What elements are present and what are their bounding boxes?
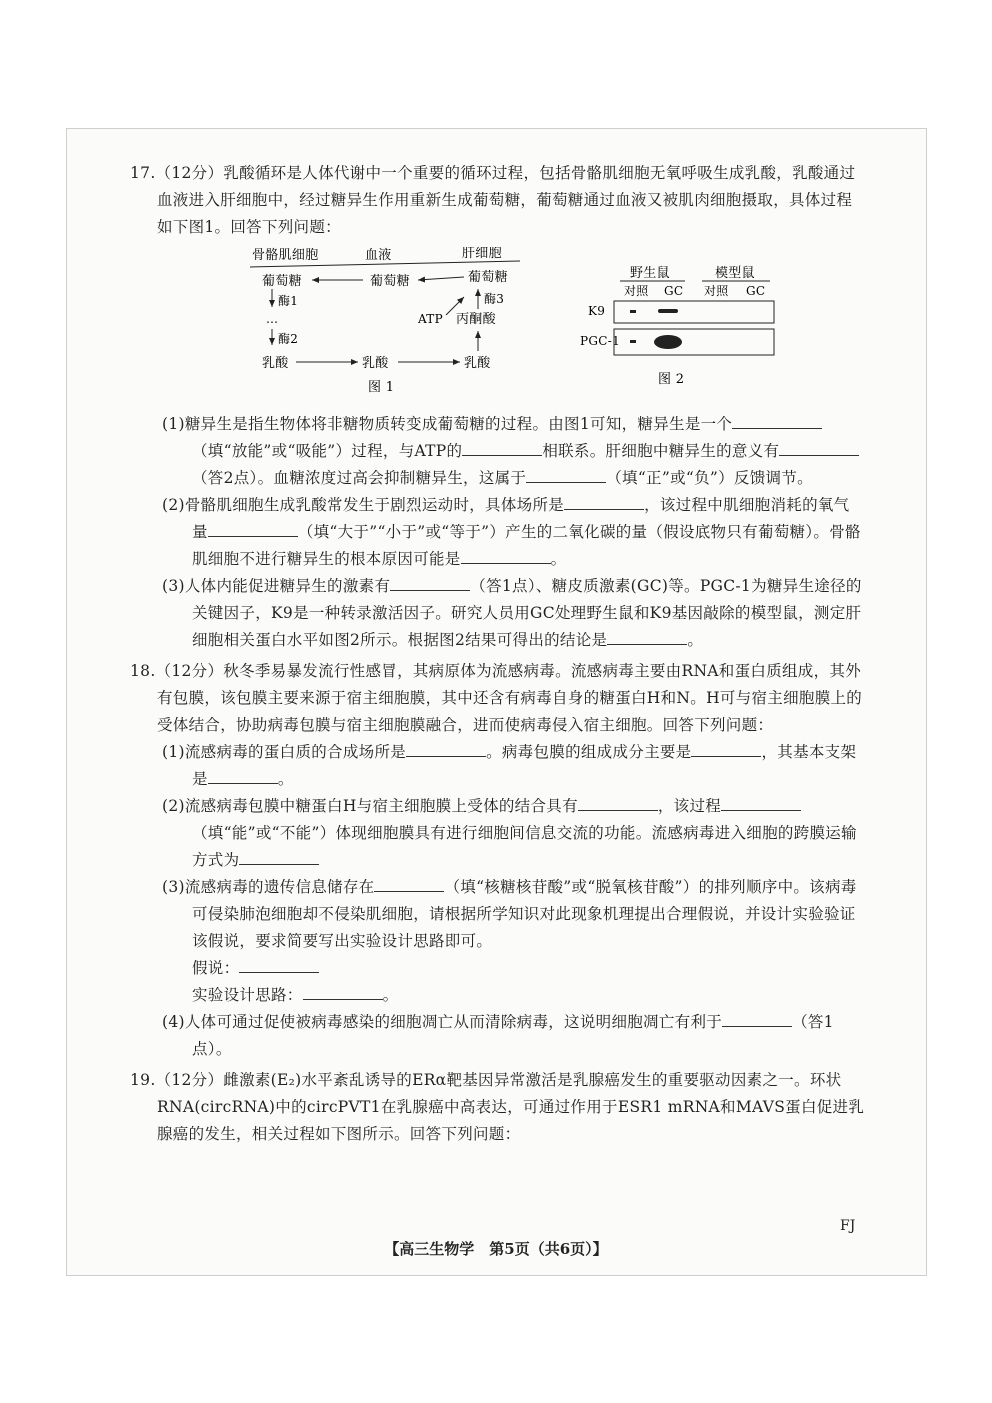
q17-p2c: （填“大于”“小于”或“等于”）产生的二氧化碳的量（假设底物只有葡萄糖）。骨骼肌细胞不进行糖异生的根本原因可能是 bbox=[192, 523, 861, 568]
q18-blank-hyp[interactable] bbox=[239, 956, 319, 973]
q18-hyp-label: 假说： bbox=[192, 959, 240, 977]
q17-p2d: 。 bbox=[550, 550, 567, 568]
q17-stem: 17.（12分）乳酸循环是人体代谢中一个重要的循环过程，包括骨骼肌细胞无氧呼吸生成乳酸，乳酸通过血液进入肝细胞中，经过糖异生作用重新生成葡萄糖，葡萄糖通过血液又被肌肉细胞摄取，具体过程如下图1。回答下列问题： bbox=[130, 164, 856, 236]
figure-1 bbox=[250, 247, 550, 397]
lactate-cycle-diagram bbox=[250, 247, 550, 397]
q17-figures bbox=[130, 247, 865, 407]
fig1-col-blood: 血液 bbox=[365, 248, 392, 263]
q18-part4 bbox=[162, 1009, 865, 1063]
fig2-ctrl-wild: 对照 bbox=[624, 284, 649, 298]
page-footer: 【高三生物学 第5页（共6页）】 bbox=[384, 1240, 608, 1258]
q18-p1c: ，其基本支架是 bbox=[192, 743, 857, 788]
q18-design bbox=[130, 982, 865, 1009]
q18-part3 bbox=[162, 874, 865, 955]
fig1-glucose-blood: 葡萄糖 bbox=[370, 274, 410, 289]
fig2-row-k9: K9 bbox=[588, 304, 606, 318]
q17-p3b: （答1点）、糖皮质激素(GC)等。PGC-1为糖异生途径的关键因子，K9是一种转录激活因子。研究人员用GC处理野生鼠和K9基因敲除的模型鼠，测定肝细胞相关蛋白水平如图2所示。根据图2结果可得出的结论是 bbox=[192, 577, 862, 649]
q17-blank-6[interactable] bbox=[208, 520, 298, 537]
q18-p4b: （答1点）。 bbox=[192, 1013, 834, 1058]
figure-2 bbox=[580, 265, 780, 395]
q18-p4a: (4)人体可通过促使被病毒感染的细胞凋亡从而清除病毒，这说明细胞凋亡有利于 bbox=[162, 1013, 723, 1031]
fig2-caption: 图 2 bbox=[658, 372, 685, 387]
q17-p3a: (3)人体内能促进糖异生的激素有 bbox=[162, 577, 391, 595]
q17-p2a: (2)骨骼肌细胞生成乳酸常发生于剧烈运动时，具体场所是 bbox=[162, 496, 565, 514]
q17-part2 bbox=[162, 492, 865, 573]
fig2-ctrl-model: 对照 bbox=[704, 284, 729, 298]
fig2-lane-pgc1 bbox=[614, 329, 774, 355]
q17-blank-5[interactable] bbox=[564, 493, 644, 510]
q17-p1d: （答2点）。血糖浓度过高会抑制糖异生，这属于 bbox=[192, 469, 527, 487]
q18-blank-5[interactable] bbox=[721, 794, 801, 811]
q18-blank-6[interactable] bbox=[239, 848, 319, 865]
fig2-lane-k9 bbox=[614, 301, 774, 323]
fig2-band-pgc1-gc bbox=[654, 335, 682, 349]
fig1-arrow-liver-to-blood bbox=[418, 277, 464, 280]
q18-blank-2[interactable] bbox=[691, 740, 761, 757]
q17-blank-4[interactable] bbox=[526, 466, 606, 483]
q17-p1a: (1)糖异生是指生物体将非糖物质转变成葡萄糖的过程。由图1可知，糖异生是一个 bbox=[162, 415, 733, 433]
q18-p1b: 。病毒包膜的组成成分主要是 bbox=[486, 743, 692, 761]
q18-blank-3[interactable] bbox=[208, 767, 278, 784]
q18-hypothesis bbox=[130, 955, 865, 982]
fig2-band-k9-gc bbox=[658, 309, 678, 313]
q18-design-label: 实验设计思路： bbox=[192, 986, 303, 1004]
q17-blank-8[interactable] bbox=[390, 574, 470, 591]
q17-part1 bbox=[162, 411, 865, 492]
q17-p2b: ，该过程中肌细胞消耗的氧气量 bbox=[192, 496, 850, 541]
q17-blank-7[interactable] bbox=[461, 547, 551, 564]
fig1-lactate-muscle: 乳酸 bbox=[262, 356, 289, 371]
q18-design-end: 。 bbox=[382, 986, 399, 1004]
fig2-band-k9-ctrl bbox=[630, 310, 636, 313]
western-blot bbox=[580, 265, 780, 395]
fig1-lactate-liver: 乳酸 bbox=[464, 356, 491, 371]
q18-blank-4[interactable] bbox=[578, 794, 658, 811]
fig2-group-wild: 野生鼠 bbox=[630, 266, 670, 281]
q18-p3a: (3)流感病毒的遗传信息储存在 bbox=[162, 878, 375, 896]
q18-p1d: 。 bbox=[277, 770, 294, 788]
q18-p2a: (2)流感病毒包膜中糖蛋白H与宿主细胞膜上受体的结合具有 bbox=[162, 797, 578, 815]
q18-blank-design[interactable] bbox=[303, 983, 383, 1000]
page-content bbox=[130, 160, 865, 1148]
q18-part1 bbox=[162, 739, 865, 793]
q18-blank-1[interactable] bbox=[406, 740, 486, 757]
q19-stem: 19.（12分）雌激素(E₂)水平紊乱诱导的ERα靶基因异常激活是乳腺癌发生的重要驱动因素之一。环状RNA(circRNA)中的circPVT1在乳腺癌中高表达，可通过作用于ESR1 mRNA和MAVS蛋白促进乳腺癌的发生，相关过程如下图所示。回答下列问题： bbox=[130, 1071, 865, 1143]
q18-p3b: （填“核糖核苷酸”或“脱氧核苷酸”）的排列顺序中。该病毒可侵染肺泡细胞却不侵染肌细胞，请根据所学知识对此现象机理提出合理假说，并设计实验验证该假说，要求简要写出实验设计思路即可。 bbox=[192, 878, 857, 950]
fig1-col-liver: 肝细胞 bbox=[462, 247, 502, 261]
fig1-glucose-muscle: 葡萄糖 bbox=[262, 274, 302, 289]
q18-blank-8[interactable] bbox=[722, 1010, 792, 1027]
fig1-col-muscle: 骨骼肌细胞 bbox=[252, 248, 319, 263]
fig1-enzyme2: 酶2 bbox=[278, 332, 299, 346]
corner-code: FJ bbox=[840, 1218, 856, 1234]
q18-p2b: ，该过程 bbox=[657, 797, 722, 815]
q18-p2c: （填“能”或“不能”）体现细胞膜具有进行细胞间信息交流的功能。流感病毒进入细胞的跨膜运输方式为 bbox=[192, 824, 857, 869]
fig1-dots: … bbox=[266, 312, 279, 326]
q18-p1a: (1)流感病毒的蛋白质的合成场所是 bbox=[162, 743, 407, 761]
fig2-gc-wild: GC bbox=[664, 284, 684, 298]
q17-blank-2[interactable] bbox=[462, 439, 542, 456]
q17-p1c: 相联系。肝细胞中糖异生的意义有 bbox=[542, 442, 780, 460]
q17-p1b: （填“放能”或“吸能”）过程，与ATP的 bbox=[192, 442, 463, 460]
q17-blank-9[interactable] bbox=[607, 628, 687, 645]
q18-blank-7[interactable] bbox=[374, 875, 444, 892]
fig1-enzyme3: 酶3 bbox=[484, 292, 505, 306]
fig1-enzyme1: 酶1 bbox=[278, 294, 299, 308]
fig1-pyruvate: 丙酮酸 bbox=[456, 312, 496, 327]
q17-part3 bbox=[162, 573, 865, 654]
q18-stem: 18.（12分）秋冬季易暴发流行性感冒，其病原体为流感病毒。流感病毒主要由RNA和蛋白质组成，其外有包膜，该包膜主要来源于宿主细胞膜，其中还含有病毒自身的糖蛋白H和N。H可与宿主细胞膜上的受体结合，协助病毒包膜与宿主细胞膜融合，进而使病毒侵入宿主细胞。回答下列问题： bbox=[130, 662, 863, 734]
fig1-glucose-liver: 葡萄糖 bbox=[468, 270, 508, 285]
fig2-group-model: 模型鼠 bbox=[715, 266, 755, 281]
q17-p1e: （填“正”或“负”）反馈调节。 bbox=[606, 469, 813, 487]
fig2-row-pgc1: PGC-1 bbox=[580, 334, 621, 348]
q17-blank-3[interactable] bbox=[779, 439, 859, 456]
fig1-atp: ATP bbox=[418, 312, 443, 326]
fig1-lactate-blood: 乳酸 bbox=[362, 356, 389, 371]
q17-p3c: 。 bbox=[687, 631, 704, 649]
fig2-gc-model: GC bbox=[746, 284, 766, 298]
q18-part2 bbox=[162, 793, 865, 874]
q17-blank-1[interactable] bbox=[732, 412, 822, 429]
fig2-band-pgc1-ctrl bbox=[630, 340, 636, 343]
fig1-caption: 图 1 bbox=[368, 380, 395, 395]
